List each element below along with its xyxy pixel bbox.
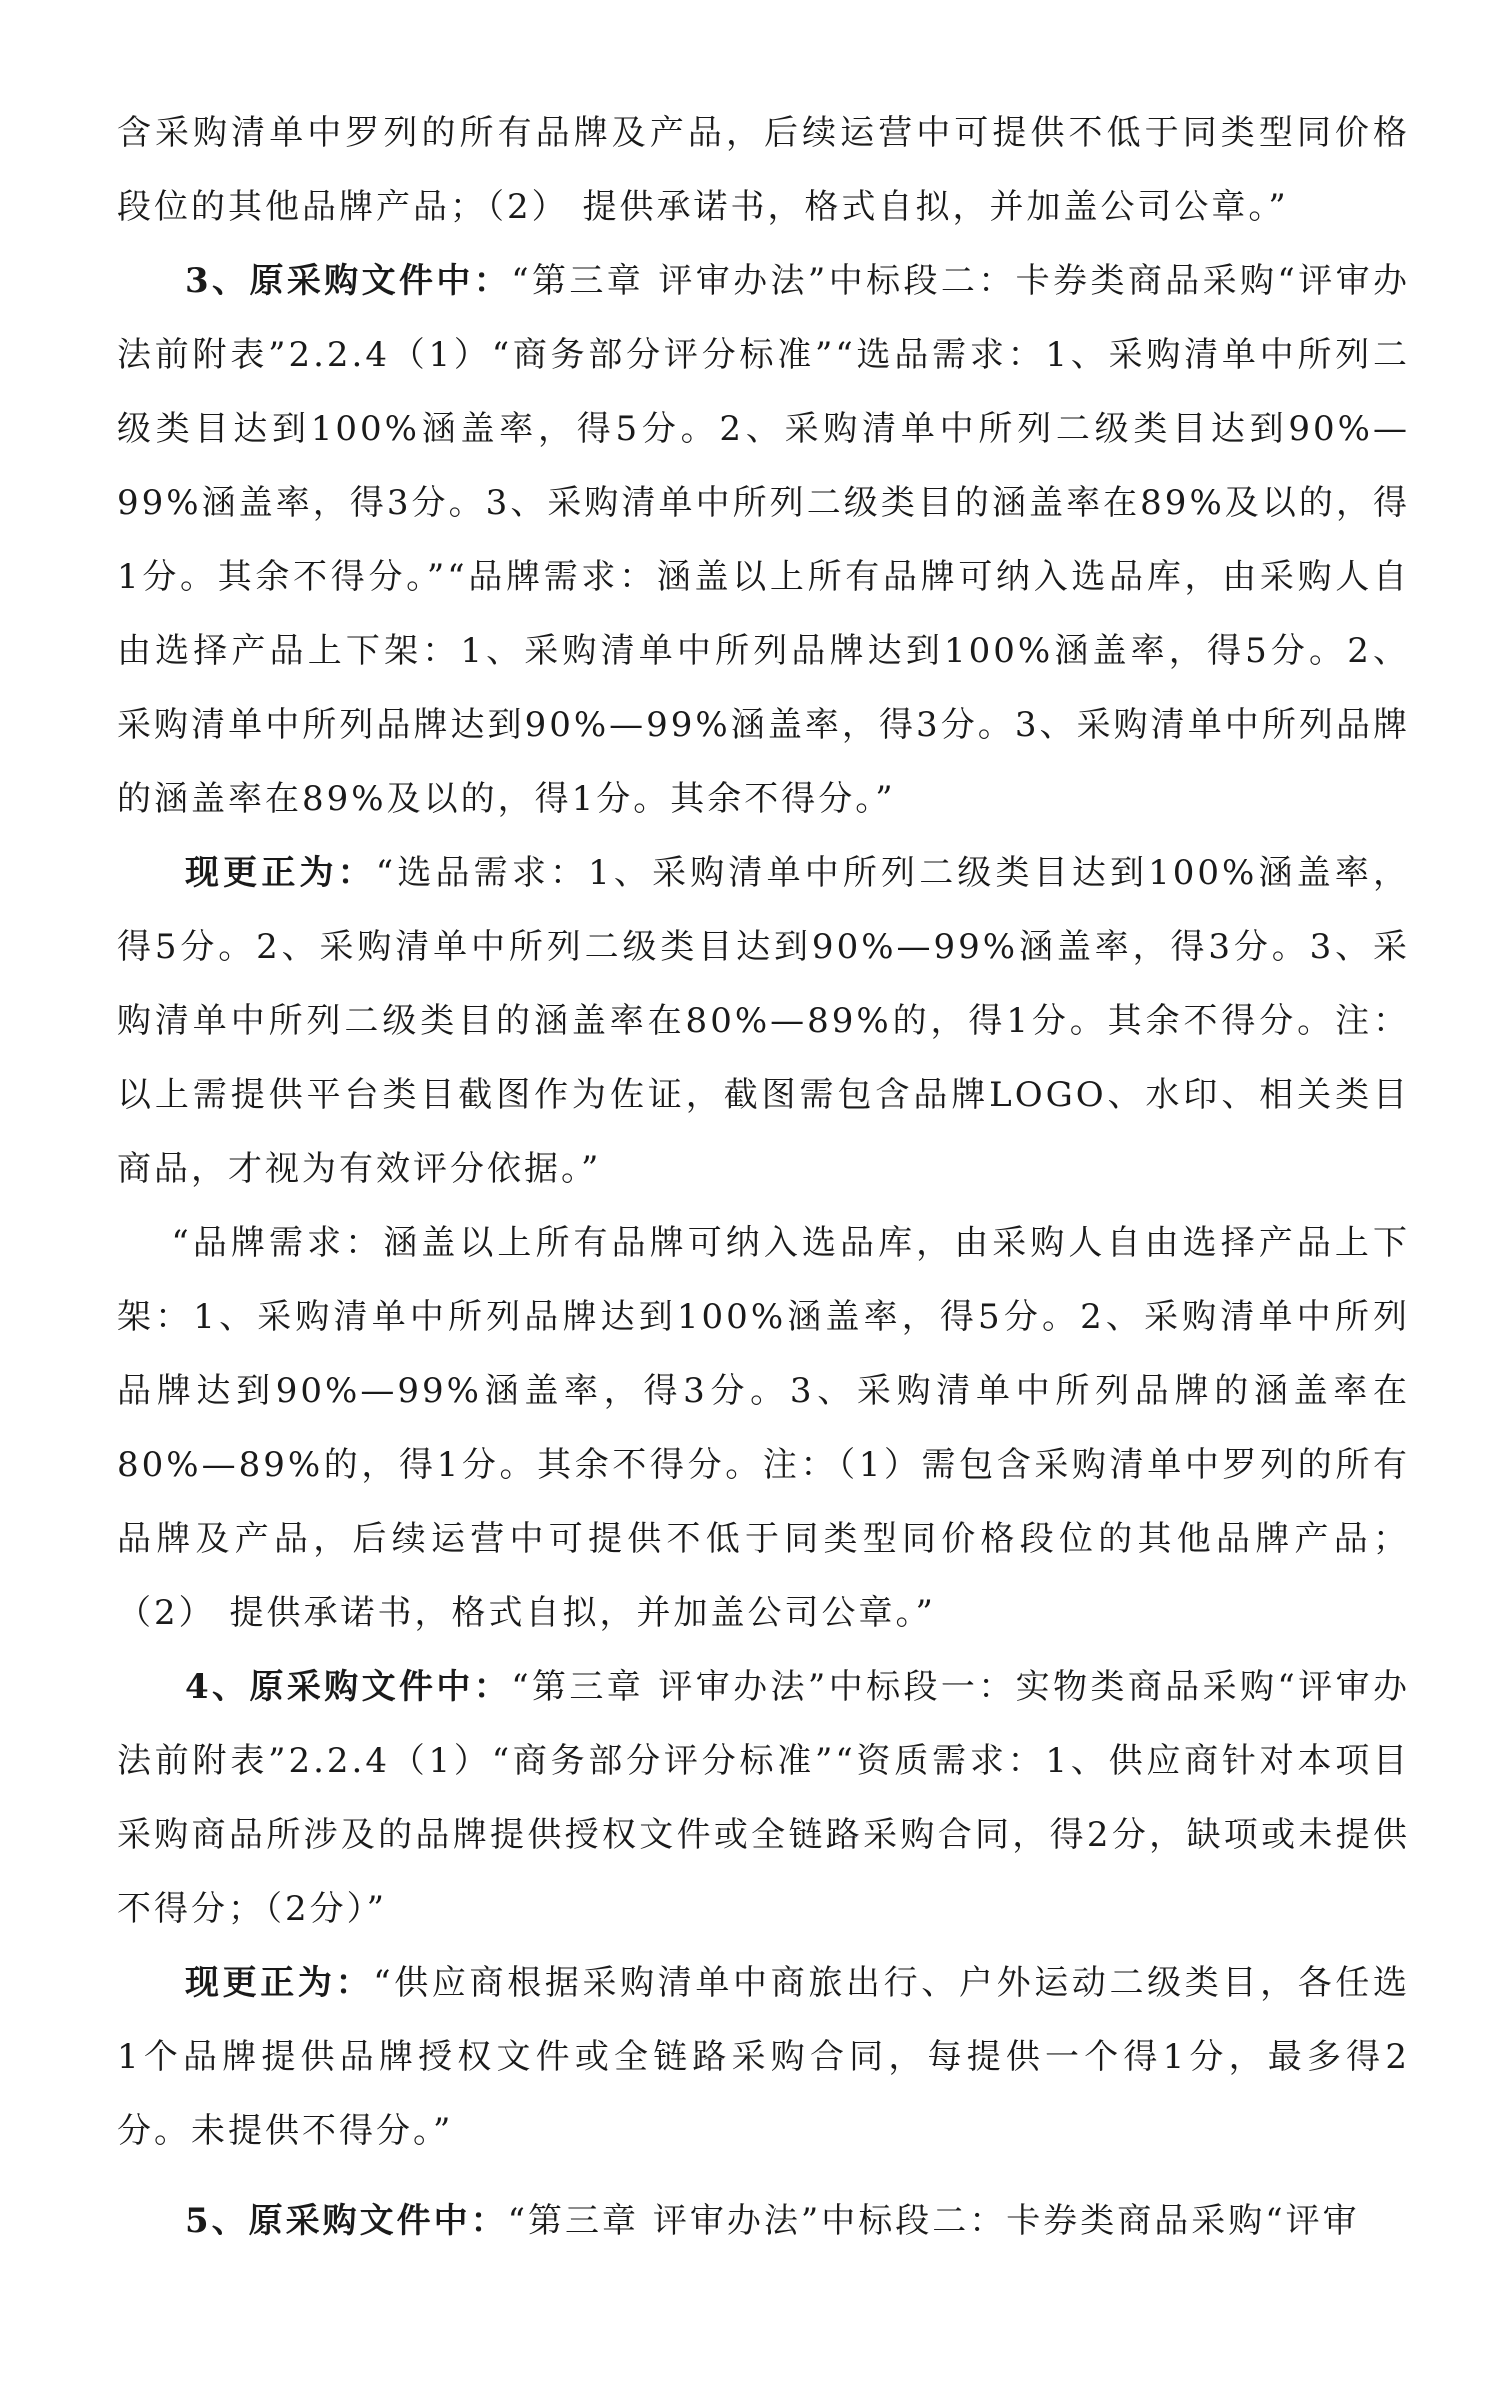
paragraph-label: 现更正为： bbox=[185, 853, 376, 893]
paragraph-text: 含采购清单中罗列的所有品牌及产品，后续运营中可提供不低于同类型同价格段位的其他品牌产品；（2） 提供承诺书，格式自拟，并加盖公司公章。” bbox=[117, 113, 1410, 227]
paragraph-item-4-correction bbox=[117, 1946, 1410, 2168]
paragraph-text: “第三章 评审办法”中标段二：卡券类商品采购“评审办法前附表”2.2.4（1）“商务部分评分标准”“选品需求：1、采购清单中所列二级类目达到100%涵盖率，得5分。2、采购清单中所列二级类目达到90%—99%涵盖率，得3分。3、采购清单中所列二级类目的涵盖率在89%及以的，得1分。其余不得分。”“品牌需求：涵盖以上所有品牌可纳入选品库，由采购人自由选择产品上下架：1、采购清单中所列品牌达到100%涵盖率，得5分。2、采购清单中所列品牌达到90%—99%涵盖率，得3分。3、采购清单中所列品牌的涵盖率在89%及以的，得1分。其余不得分。” bbox=[117, 261, 1410, 819]
paragraph-label: 4、原采购文件中： bbox=[185, 1667, 512, 1707]
paragraph-text: “第三章 评审办法”中标段一：实物类商品采购“评审办法前附表”2.2.4（1）“商务部分评分标准”“资质需求：1、供应商针对本项目采购商品所涉及的品牌提供授权文件或全链路采购合同，得2分，缺项或未提供不得分；（2分）” bbox=[117, 1667, 1410, 1929]
paragraph-text: “供应商根据采购清单中商旅出行、户外运动二级类目，各任选1个品牌提供品牌授权文件或全链路采购合同，每提供一个得1分，最多得2分。未提供不得分。” bbox=[117, 1963, 1411, 2151]
document-page bbox=[117, 96, 1410, 2258]
paragraph-label: 5、原采购文件中： bbox=[185, 2201, 508, 2241]
paragraph-label: 3、原采购文件中： bbox=[185, 261, 512, 301]
paragraph-item-5-original bbox=[117, 2184, 1410, 2258]
paragraph-item-3-correction bbox=[117, 836, 1410, 1206]
paragraph-label: 现更正为： bbox=[185, 1963, 374, 2003]
paragraph-brand-requirement bbox=[117, 1206, 1410, 1650]
paragraph-text: “品牌需求：涵盖以上所有品牌可纳入选品库，由采购人自由选择产品上下架：1、采购清单中所列品牌达到100%涵盖率，得5分。2、采购清单中所列品牌达到90%—99%涵盖率，得3分。3、采购清单中所列品牌的涵盖率在80%—89%的，得1分。其余不得分。注：（1）需包含采购清单中罗列的所有品牌及产品，后续运营中可提供不低于同类型同价格段位的其他品牌产品；（2） 提供承诺书，格式自拟，并加盖公司公章。” bbox=[117, 1223, 1410, 1633]
paragraph-text: “选品需求：1、采购清单中所列二级类目达到100%涵盖率，得5分。2、采购清单中所列二级类目达到90%—99%涵盖率，得3分。3、采购清单中所列二级类目的涵盖率在80%—89%的，得1分。其余不得分。注：以上需提供平台类目截图作为佐证，截图需包含品牌LOGO、水印、相关类目商品，才视为有效评分依据。” bbox=[117, 853, 1410, 1189]
paragraph-item-4-original bbox=[117, 1650, 1410, 1946]
paragraph-text: “第三章 评审办法”中标段二：卡券类商品采购“评审 bbox=[507, 2201, 1360, 2241]
paragraph-item-3-original bbox=[117, 244, 1410, 836]
paragraph-continuation bbox=[117, 96, 1410, 244]
